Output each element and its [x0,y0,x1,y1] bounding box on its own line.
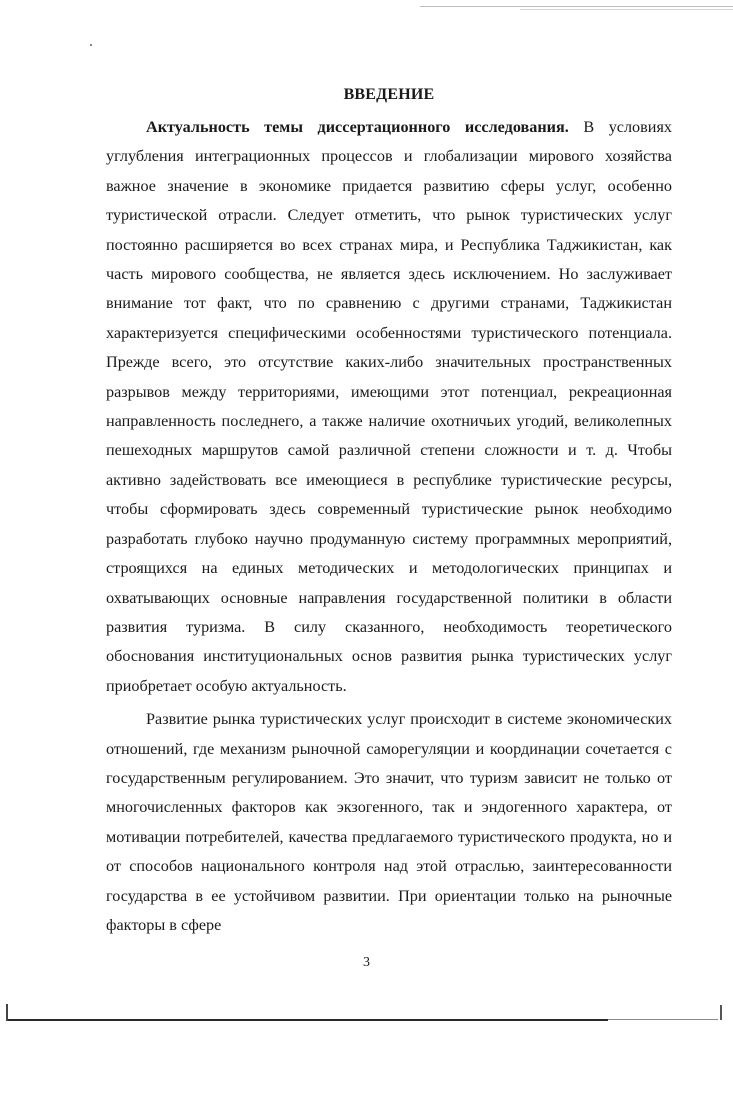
paragraph-relevance [106,113,672,701]
scan-edge-top-faint [520,9,733,10]
scan-frame-left-tick [6,1004,8,1021]
document-page [106,86,672,944]
paragraph-relevance-text: В условиях углубления интеграционных процессов и глобализации мирового хозяйства важное значение в экономике придается развитию сферы услуг, особенно туристической отрасли. Следует отметить, что рынок туристических услуг постоянно расширяется во всех странах мира, и Республика Таджикистан, как часть мирового сообщества, не является здесь исключением. Но заслуживает внимание тот факт, что по сравнению с другими странами, Таджикистан характеризуется специфическими особенностями туристического потенциала. Прежде всего, это отсутствие каких-либо значительных пространственных разрывов между территориями, имеющими этот потенциал, рекреационная направленность последнего, а также наличие охотничьих угодий, великолепных пешеходных маршрутов самой различной степени сложности и т. д. Чтобы активно задействовать все имеющиеся в республике туристические ресурсы, чтобы сформировать здесь современный туристические рынок необходимо разработать глубоко научно продуманную систему программных мероприятий, строящихся на единых методических и методологических принципах и охватывающих основные направления государственной политики в области развития туризма. В силу сказанного, необходимость теоретического обоснования институциональных основ развития рынка туристических услуг приобретает особую актуальность. [106,118,672,695]
scan-frame-bottom [8,1019,608,1021]
page-number: 3 [363,955,370,970]
scan-edge-top [420,6,733,7]
section-heading: ВВЕДЕНИЕ [343,86,435,103]
scan-speck [90,44,92,46]
scan-frame-bottom-faint [608,1019,718,1020]
paragraph-market-development: Развитие рынка туристических услуг происходит в системе экономических отношений, где механизм рыночной саморегуляции и координации сочетается с государственным регулированием. Это значит, что туризм зависит не только от многочисленных факторов как экзогенного, так и эндогенного характера, от мотивации потребителей, качества предлагаемого туристического продукта, но и от способов национального контроля над этой отраслью, заинтересованности государства в ее устойчивом развитии. При ориентации только на рыночные факторы в сфере [106,710,672,934]
paragraph-lead: Актуальность темы диссертационного исследования. [146,118,569,136]
scan-frame-right-tick [720,1005,722,1020]
